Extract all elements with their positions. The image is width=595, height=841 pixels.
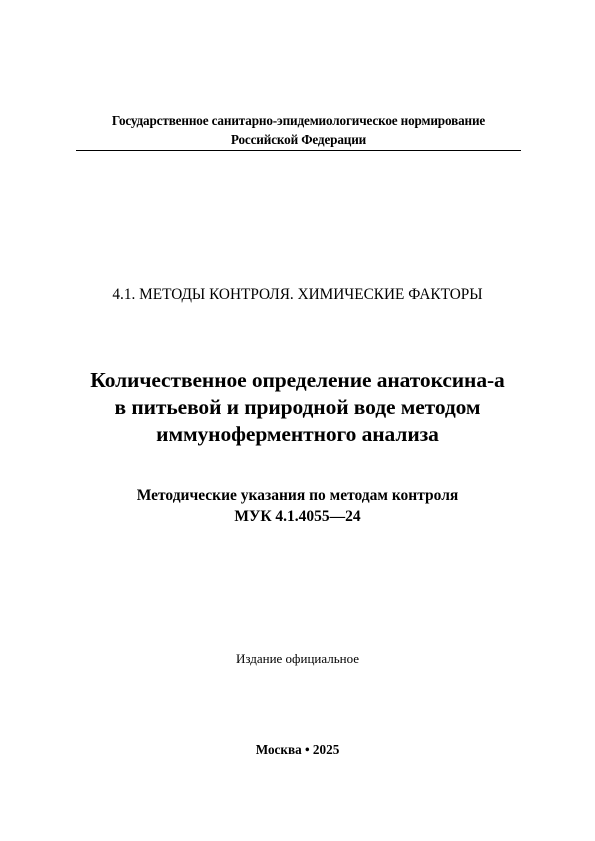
issuer-line-2: Российской Федерации [230, 132, 367, 147]
document-type: Методические указания по методам контроля [136, 487, 459, 504]
issuer-line-1: Государственное санитарно-эпидемиологическое нормирование [111, 113, 486, 128]
imprint-city-year: Москва • 2025 [255, 742, 340, 757]
title-line-2: в питьевой и природной воде методом [114, 395, 481, 419]
issuer-header [76, 111, 521, 149]
title-line-3: иммуноферментного анализа [156, 422, 439, 446]
title-line-1: Количественное определение анатоксина-а [90, 368, 505, 392]
document-subtitle [40, 485, 555, 527]
header-divider [76, 150, 521, 151]
document-code: МУК 4.1.4055—24 [234, 508, 361, 525]
document-title [40, 367, 555, 448]
edition-note: Издание официальное [235, 651, 360, 666]
section-heading: 4.1. МЕТОДЫ КОНТРОЛЯ. ХИМИЧЕСКИЕ ФАКТОРЫ [112, 286, 483, 303]
